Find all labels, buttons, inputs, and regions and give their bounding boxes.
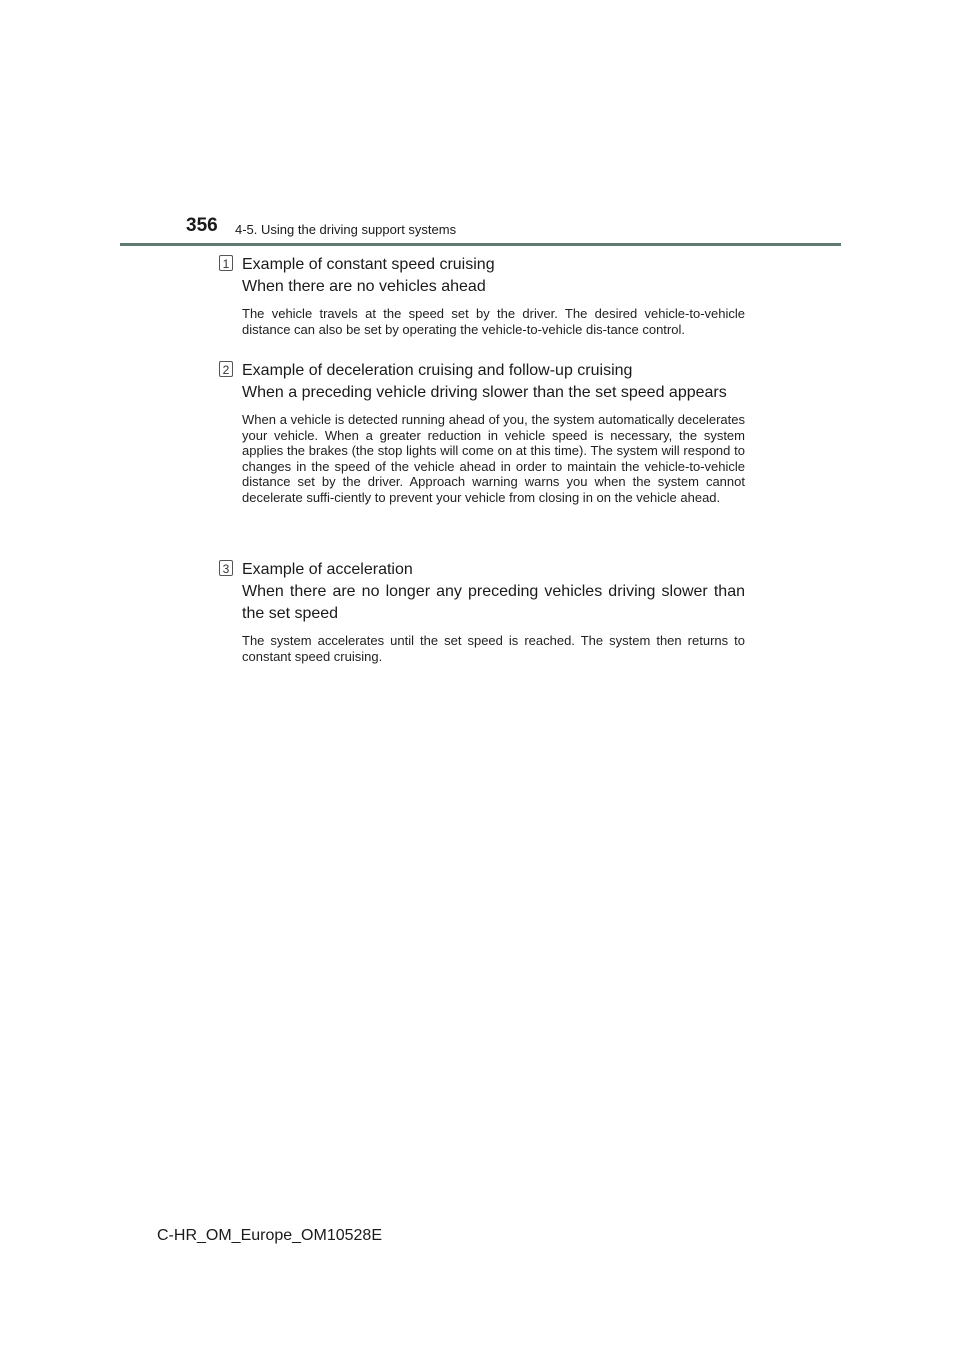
item-body: The system accelerates until the set speed is reached. The system then returns to constant speed cruising. bbox=[242, 633, 745, 664]
item-subtitle: When a preceding vehicle driving slower than the set speed appears bbox=[242, 384, 727, 401]
item-number-badge: 3 bbox=[219, 560, 233, 576]
header-divider bbox=[120, 243, 841, 246]
item-body: When a vehicle is detected running ahead of you, the system automatically decelerates your vehicle. When a greater reduction in vehicle speed is necessary, the system applies the brakes (the stop lights will come on at this time). The system will respond to changes in the speed of the vehicle ahead in order to maintain the vehicle-to-vehicle distance set by the driver. Approach warning warns you when the system cannot decelerate suffi-ciently to prevent your vehicle from closing in on the vehicle ahead. bbox=[242, 412, 745, 505]
page-number: 356 bbox=[186, 215, 218, 236]
section-title: 4-5. Using the driving support systems bbox=[235, 222, 457, 237]
item-number-badge: 2 bbox=[219, 361, 233, 377]
document-code: C-HR_OM_Europe_OM10528E bbox=[157, 1227, 382, 1244]
list-item-3 bbox=[219, 559, 745, 664]
item-title: Example of constant speed cruising bbox=[242, 256, 495, 273]
item-title: Example of acceleration bbox=[242, 561, 413, 578]
item-subtitle: When there are no longer any preceding vehicles driving slower than the set speed bbox=[242, 583, 745, 622]
item-title: Example of deceleration cruising and follow-up cruising bbox=[242, 362, 633, 379]
item-subtitle: When there are no vehicles ahead bbox=[242, 278, 486, 295]
list-item-1 bbox=[219, 254, 745, 337]
item-number-badge: 1 bbox=[219, 255, 233, 271]
item-body: The vehicle travels at the speed set by the driver. The desired vehicle-to-vehicle distance can also be set by operating the vehicle-to-vehicle dis-tance control. bbox=[242, 306, 745, 337]
list-item-2 bbox=[219, 360, 745, 505]
